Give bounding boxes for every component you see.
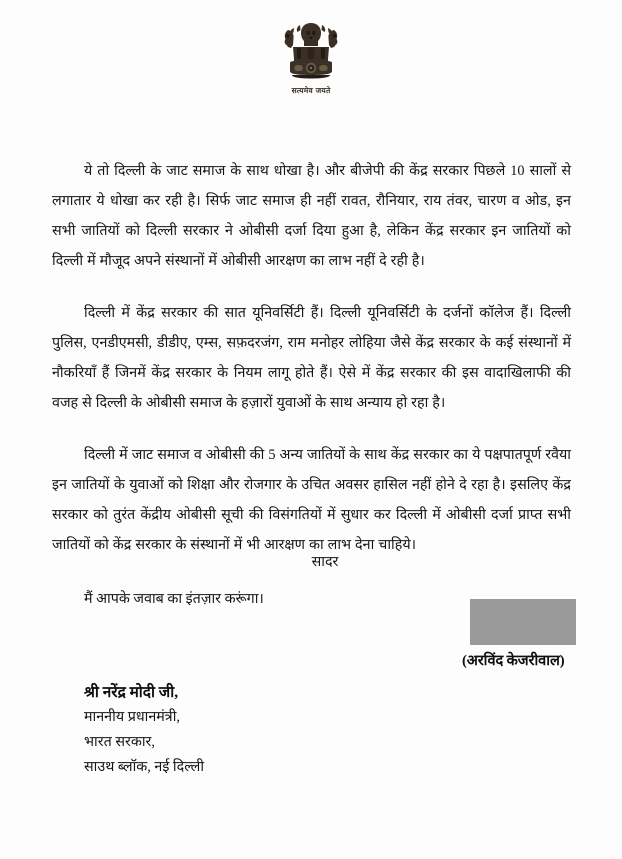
addressee-line-3: साउथ ब्लॉक, नई दिल्ली (84, 759, 205, 775)
signatory-name: (अरविंद केजरीवाल) (462, 653, 565, 669)
signature-block (462, 599, 587, 670)
signature-redaction-box (470, 599, 576, 645)
closing-line: मैं आपके जवाब का इंतज़ार करूंगा। (84, 591, 264, 607)
emblem-motto: सत्यमेव जयते (291, 86, 331, 95)
state-emblem-of-india-icon (280, 14, 342, 86)
paragraph-2: दिल्ली में केंद्र सरकार की सात यूनिवर्सिटी हैं। दिल्ली यूनिवर्सिटी के दर्जनों कॉलेज हैं। दिल्ली पुलिस, एनडीएमसी, डीडीए, एम्स, सफ़दरजंग, राम मनोहर लोहिया जैसे केंद्र सरकार के कई संस्थानों में नौकरियाँ हैं जिनमें केंद्र सरकार के नियम लागू होते हैं। ऐसे में केंद्र सरकार की इस वादाखिलाफी की वजह से दिल्ली के ओबीसी समाज के हज़ारों युवाओं के साथ अन्याय हो रहा है। (52, 305, 571, 411)
paragraph-3: दिल्ली में जाट समाज व ओबीसी की 5 अन्य जातियों के साथ केंद्र सरकार का ये पक्षपातपूर्ण रवैया इन जातियों के युवाओं को शिक्षा और रोजगार के उचित अवसर हासिल नहीं होने दे रहा है। इसलिए केंद्र सरकार को तुरंत केंद्रीय ओबीसी सूची की विसंगतियों में सुधार कर दिल्ली में ओबीसी दर्जा प्राप्त सभी जातियों को केंद्र सरकार के संस्थानों में भी आरक्षण का लाभ देना चाहिये। (52, 447, 571, 553)
addressee-line-2: भारत सरकार, (84, 734, 155, 750)
addressee-line-1: माननीय प्रधानमंत्री, (84, 709, 180, 725)
regards-line: सादर (311, 554, 339, 570)
addressee-name: श्री नरेंद्र मोदी जी, (84, 684, 179, 701)
paragraph-1: ये तो दिल्ली के जाट समाज के साथ धोखा है। और बीजेपी की केंद्र सरकार पिछले 10 सालों से लगातार ये धोखा कर रही है। सिर्फ जाट समाज ही नहीं रावत, रौनियार, राय तंवर, चारण व ओड, इन सभी जातियों को दिल्ली सरकार ने ओबीसी दर्जा दिया हुआ है, लेकिन केंद्र सरकार इन जातियों को दिल्ली में मौजूद अपने संस्थानों में ओबीसी आरक्षण का लाभ नहीं दे रही है। (52, 163, 571, 269)
letter-body (52, 156, 571, 614)
letterhead-emblem-block (0, 14, 622, 95)
addressee-block (84, 680, 204, 780)
